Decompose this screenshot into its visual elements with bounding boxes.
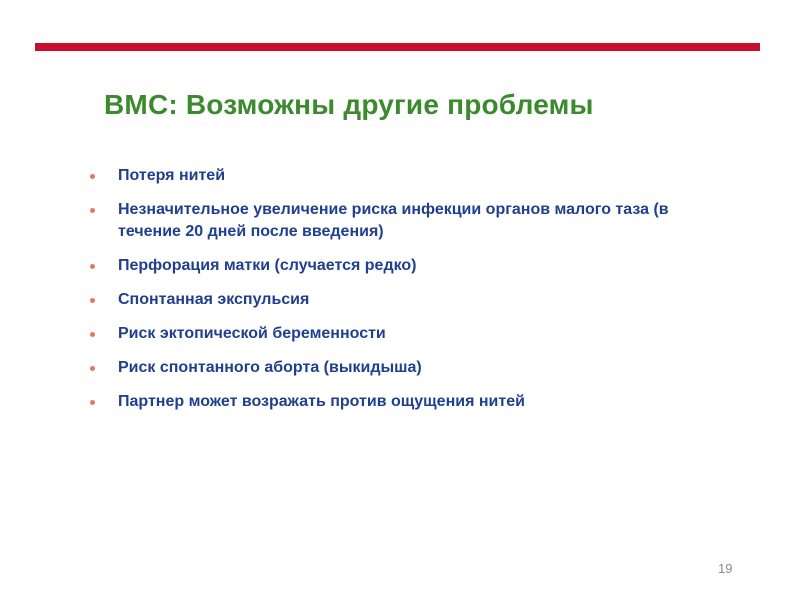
bullet-dot-icon [90, 298, 95, 303]
bullet-dot-icon [90, 400, 95, 405]
bullet-dot-icon [90, 208, 95, 213]
list-item-text: Незначительное увеличение риска инфекции органов малого таза (в течение 20 дней после введения) [118, 201, 669, 240]
page-number: 19 [718, 561, 733, 576]
list-item-text: Партнер может возражать против ощущения нитей [118, 393, 525, 410]
list-item [90, 289, 710, 311]
list-item-text: Спонтанная экспульсия [118, 291, 310, 308]
list-item-text: Риск эктопической беременности [118, 325, 386, 342]
list-item [90, 165, 710, 187]
slide-title: ВМС: Возможны другие проблемы [104, 89, 594, 120]
list-item [90, 255, 710, 277]
list-item-text: Перфорация матки (случается редко) [118, 257, 417, 274]
list-item-text: Потеря нитей [118, 167, 226, 184]
top-red-rule [35, 43, 760, 51]
list-item [90, 391, 710, 413]
list-item-text: Риск спонтанного аборта (выкидыша) [118, 359, 422, 376]
bullet-list [90, 165, 710, 425]
list-item [90, 323, 710, 345]
list-item [90, 357, 710, 379]
bullet-dot-icon [90, 332, 95, 337]
bullet-dot-icon [90, 366, 95, 371]
list-item [90, 199, 710, 243]
bullet-dot-icon [90, 264, 95, 269]
bullet-dot-icon [90, 174, 95, 179]
